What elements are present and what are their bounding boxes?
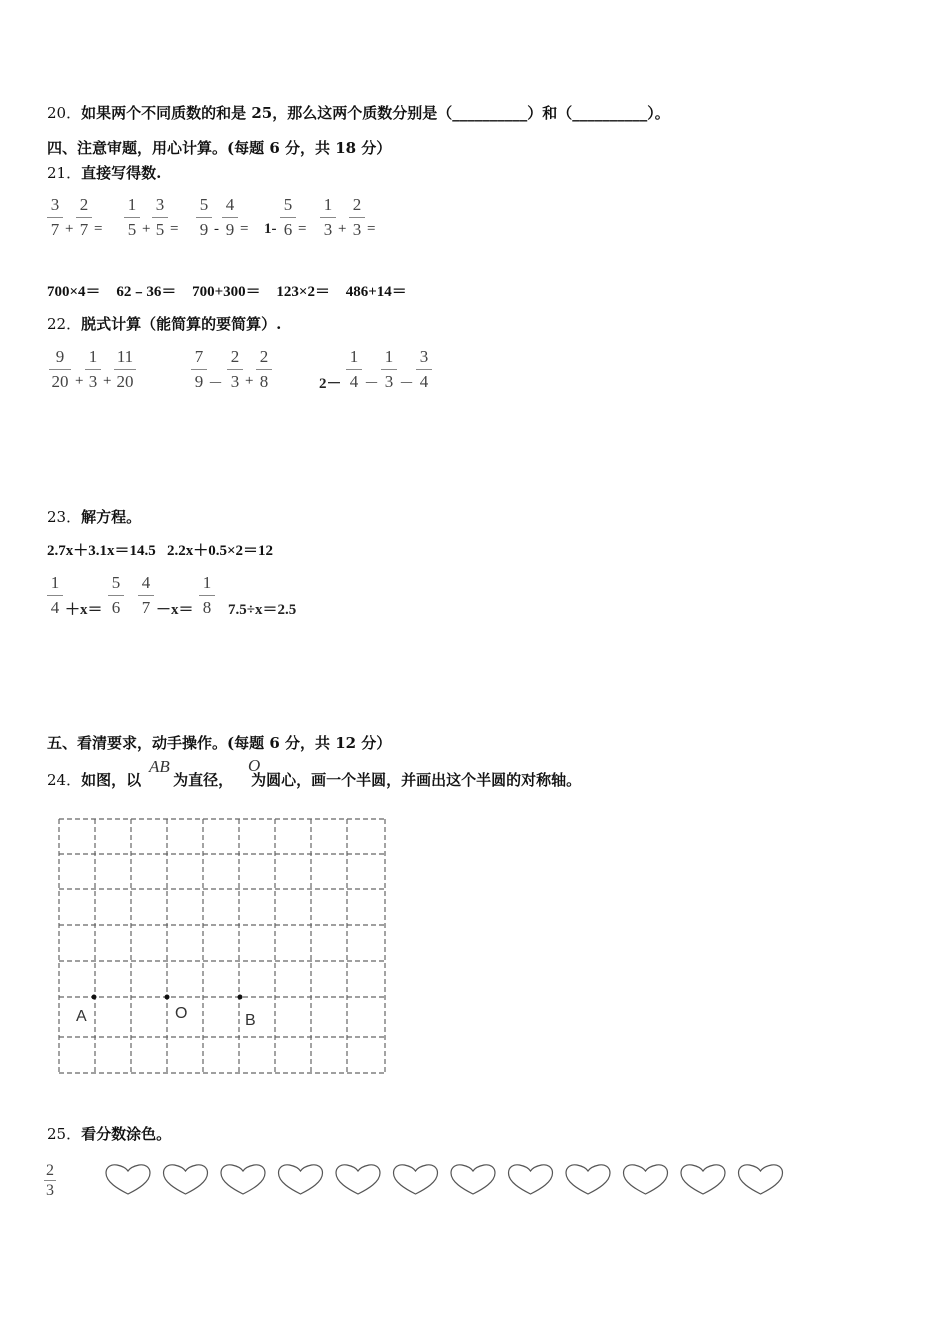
operator: = <box>94 221 103 237</box>
section-heading-4: 四、注意审题，用心计算。(每题 6 分，共 18 分） <box>47 139 392 157</box>
heart-shape[interactable] <box>624 1165 668 1194</box>
grid-label-b: B <box>245 1012 256 1029</box>
heart-shape[interactable] <box>221 1165 265 1194</box>
fraction: 1 3 <box>82 348 104 393</box>
heart-shape[interactable] <box>509 1165 553 1194</box>
operator: + <box>142 221 151 237</box>
fraction: 3 7 <box>44 196 66 241</box>
fraction: 5 6 <box>105 574 127 619</box>
expression: 62﹣36＝ <box>116 284 177 300</box>
heart-shape[interactable] <box>279 1165 323 1194</box>
question-number: 24． <box>47 771 82 789</box>
q21-title <box>47 162 161 183</box>
operator: = <box>367 221 376 237</box>
question-text: 看分数涂色。 <box>81 1125 172 1143</box>
grid-label-o: O <box>175 1005 188 1022</box>
operator: － <box>364 376 380 392</box>
question-text: 解方程。 <box>81 508 142 526</box>
fraction: 1 3 <box>317 196 339 241</box>
fraction: 11 20 <box>112 348 138 393</box>
fraction: 5 9 <box>193 196 215 241</box>
fraction: 1 8 <box>196 574 218 619</box>
expression: 700+300＝ <box>192 284 261 300</box>
question-number: 20． <box>47 104 82 122</box>
fraction: 2 3 <box>46 1162 54 1199</box>
operator: = <box>298 221 307 237</box>
question-text: 如果两个不同质数的和是 25，那么这两个质数分别是（__________）和（__________）。 <box>81 104 670 122</box>
q23-title <box>47 506 141 527</box>
operator: ＋x＝ <box>65 602 103 618</box>
question-text: 直接写得数. <box>81 164 162 182</box>
question-text: 如图，以 <box>81 771 142 789</box>
point-b <box>238 995 243 1000</box>
fraction: 1 5 <box>121 196 143 241</box>
fraction: 2 3 <box>224 348 246 393</box>
operator: －x＝ <box>156 602 194 618</box>
question-text: 为圆心，画一个半圆，并画出这个半圆的对称轴。 <box>251 771 582 789</box>
grid-label-a: A <box>76 1008 87 1025</box>
heart-shape[interactable] <box>739 1165 783 1194</box>
heart-shape[interactable] <box>681 1165 725 1194</box>
operator: + <box>103 373 112 389</box>
fraction: 2 8 <box>253 348 275 393</box>
fraction: 4 9 <box>219 196 241 241</box>
label-o: O <box>248 756 261 775</box>
fraction: 1 4 <box>44 574 66 619</box>
fraction: 9 20 <box>47 348 73 393</box>
fraction: 4 7 <box>135 574 157 619</box>
q21-row2 <box>47 280 407 301</box>
q24-title <box>47 769 581 790</box>
dashed-grid <box>54 814 390 1078</box>
fraction: 3 4 <box>413 348 435 393</box>
operator: + <box>245 373 254 389</box>
q23-row1: 2.7x＋3.1x＝14.5 2.2x＋0.5×2＝12 <box>47 543 274 559</box>
expression: 486+14＝ <box>345 284 407 300</box>
heart-shape[interactable] <box>566 1165 610 1194</box>
question-text: 脱式计算（能简算的要简算）. <box>81 315 282 333</box>
operator: + <box>65 221 74 237</box>
fraction: 1 4 <box>343 348 365 393</box>
operator: + <box>75 373 84 389</box>
heart-shape[interactable] <box>336 1165 380 1194</box>
heart-shape[interactable] <box>394 1165 438 1194</box>
operator: － <box>399 376 415 392</box>
point-a <box>92 995 97 1000</box>
operator: - <box>214 221 219 237</box>
question-number: 23． <box>47 508 82 526</box>
hearts-row <box>104 1162 794 1198</box>
operator: = <box>240 221 249 237</box>
operator: = <box>170 221 179 237</box>
question-number: 25． <box>47 1125 82 1143</box>
section-heading-5: 五、看清要求，动手操作。(每题 6 分，共 12 分） <box>47 734 392 752</box>
heart-shape[interactable] <box>106 1165 150 1194</box>
q22-title <box>47 313 281 334</box>
expression: 123×2＝ <box>276 284 330 300</box>
equation: 7.5÷x＝2.5 <box>228 602 297 618</box>
q25-title <box>47 1123 171 1144</box>
q20 <box>47 102 670 123</box>
heart-shape[interactable] <box>164 1165 208 1194</box>
fraction: 2 3 <box>346 196 368 241</box>
fraction: 7 9 <box>188 348 210 393</box>
question-number: 21． <box>47 164 82 182</box>
question-number: 22． <box>47 315 82 333</box>
fraction: 2 7 <box>73 196 95 241</box>
fraction: 5 6 <box>277 196 299 241</box>
operator: 1- <box>264 221 277 237</box>
operator: － <box>208 376 224 392</box>
label-ab: AB <box>149 757 170 776</box>
operator: + <box>338 221 347 237</box>
point-o <box>165 995 170 1000</box>
operator: 2－ <box>319 376 342 392</box>
fraction: 1 3 <box>378 348 400 393</box>
question-text: 为直径， <box>173 771 234 789</box>
expression: 700×4＝ <box>47 284 101 300</box>
fraction: 3 5 <box>149 196 171 241</box>
heart-shape[interactable] <box>451 1165 495 1194</box>
